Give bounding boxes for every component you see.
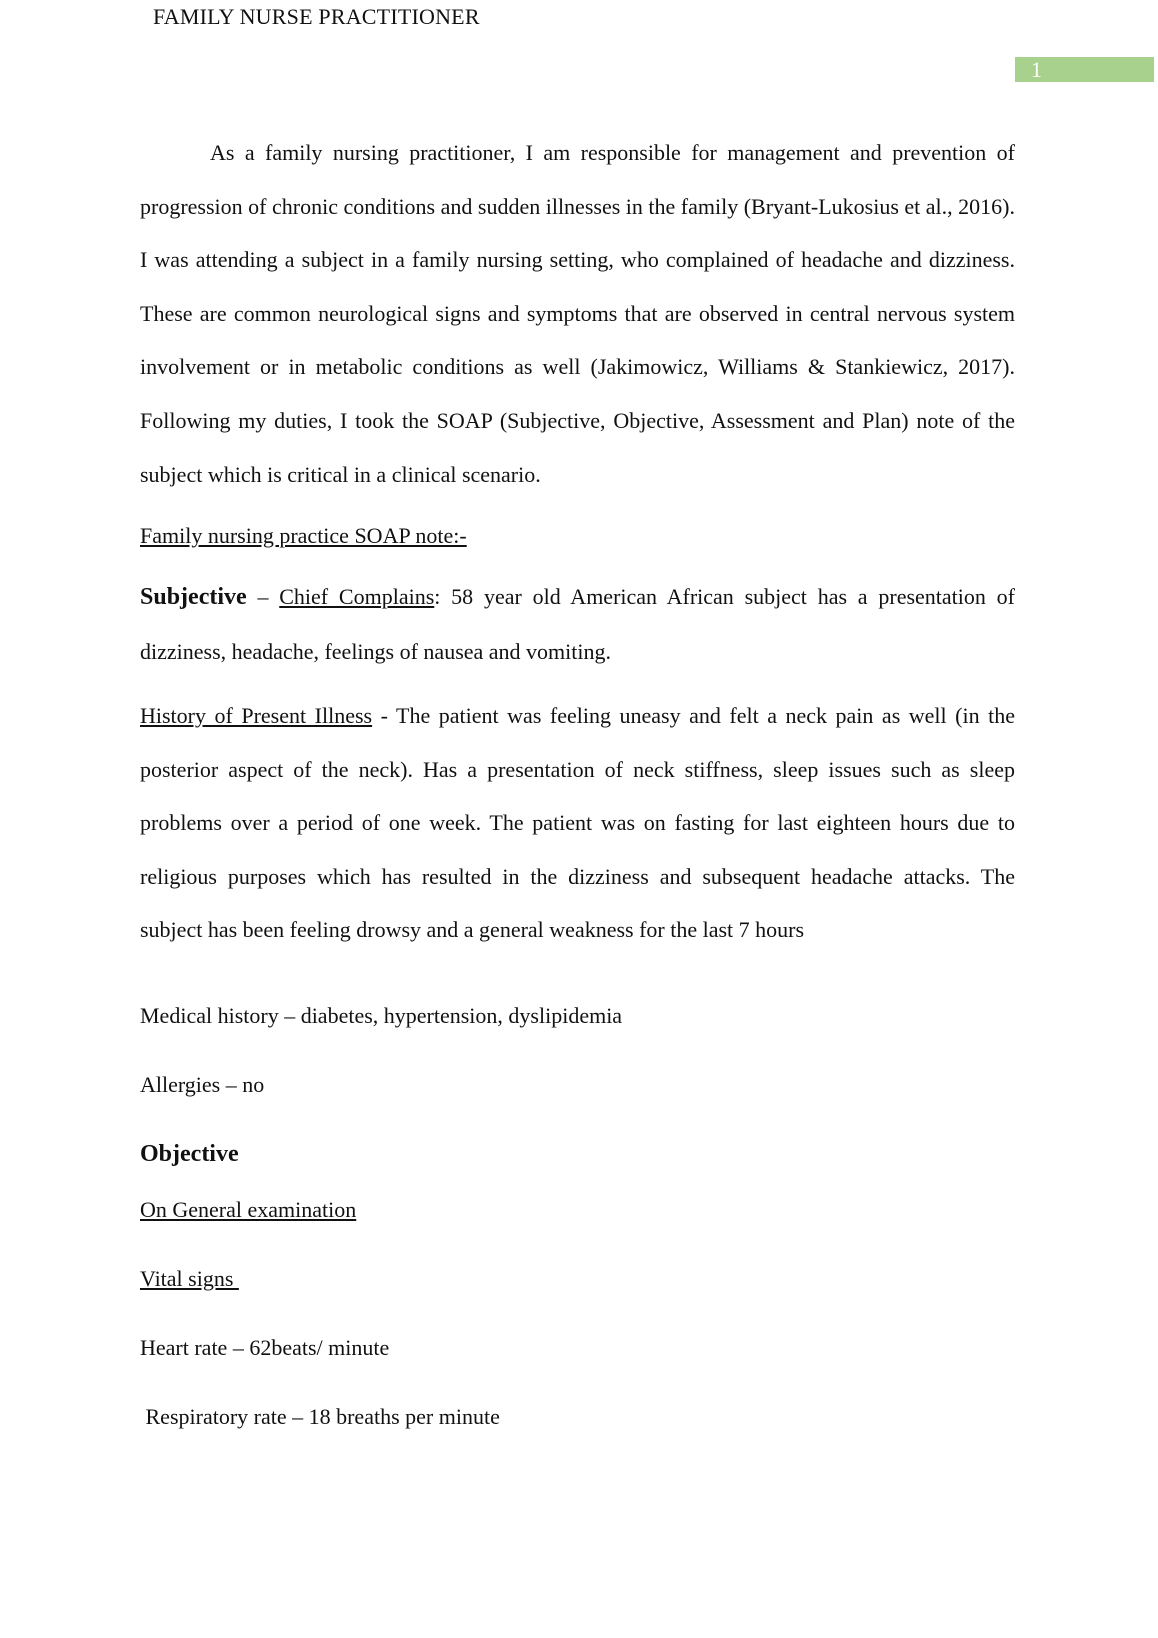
soap-heading-section <box>140 523 1015 549</box>
subjective-dash: – <box>246 584 280 609</box>
hpi-label: History of Present Illness <box>140 703 373 728</box>
intro-paragraph: As a family nursing practitioner, I am responsible for management and prevention of progression of chronic conditions and sudden illnesses in the family (Bryant-Lukosius et al., 2016). I was attending a subject in a family nursing setting, who complained of headache and dizziness. These are common neurological signs and symptoms that are observed in central nervous system involvement or in metabolic conditions as well (Jakimowicz, Williams & Stankiewicz, 2017). Following my duties, I took the SOAP (Subjective, Objective, Assessment and Plan) note of the subject which is critical in a clinical scenario. <box>140 140 1015 487</box>
hpi-text: - The patient was feeling uneasy and felt a neck pain as well (in the posterior aspect of the neck). Has a presentation of neck stiffness, sleep issues such as sleep problems over a period of one week. The patient was on fasting for last eighteen hours due to religious purposes which has resulted in the dizziness and subsequent headache attacks. The subject has been feeling drowsy and a general weakness for the last 7 hours <box>140 703 1016 943</box>
heart-rate-section <box>140 1335 1015 1361</box>
subjective-paragraph <box>140 570 1015 678</box>
general-exam-section <box>140 1197 1015 1223</box>
medical-history: Medical history – diabetes, hypertension, dyslipidemia <box>140 1003 623 1028</box>
subjective-section <box>140 570 1015 678</box>
respiratory-rate: Respiratory rate – 18 breaths per minute <box>140 1404 500 1429</box>
intro-section <box>140 126 1015 501</box>
chief-complaints-label: Chief Complains <box>279 584 435 609</box>
objective-section <box>140 1140 1015 1168</box>
objective-heading: Objective <box>140 1141 239 1167</box>
subjective-label: Subjective <box>140 584 247 610</box>
chief-complaints-text: : 58 year old American African subject has a presentation of dizziness, headache, feelings of nausea and vomiting. <box>140 584 1016 664</box>
page-number: 1 <box>1031 57 1042 82</box>
running-head: FAMILY NURSE PRACTITIONER <box>153 4 480 29</box>
soap-heading: Family nursing practice SOAP note:- <box>140 523 467 548</box>
medical-history-section <box>140 1003 1015 1029</box>
general-exam-heading: On General examination <box>140 1197 357 1222</box>
page-number-box <box>1015 57 1154 82</box>
hpi-paragraph <box>140 689 1015 957</box>
vital-signs-section <box>140 1266 1015 1292</box>
allergies: Allergies – no <box>140 1072 265 1097</box>
respiratory-rate-section <box>140 1404 1015 1430</box>
heart-rate: Heart rate – 62beats/ minute <box>140 1335 390 1360</box>
allergies-section <box>140 1072 1015 1098</box>
hpi-section <box>140 689 1015 957</box>
vital-signs-heading: Vital signs <box>140 1266 239 1291</box>
